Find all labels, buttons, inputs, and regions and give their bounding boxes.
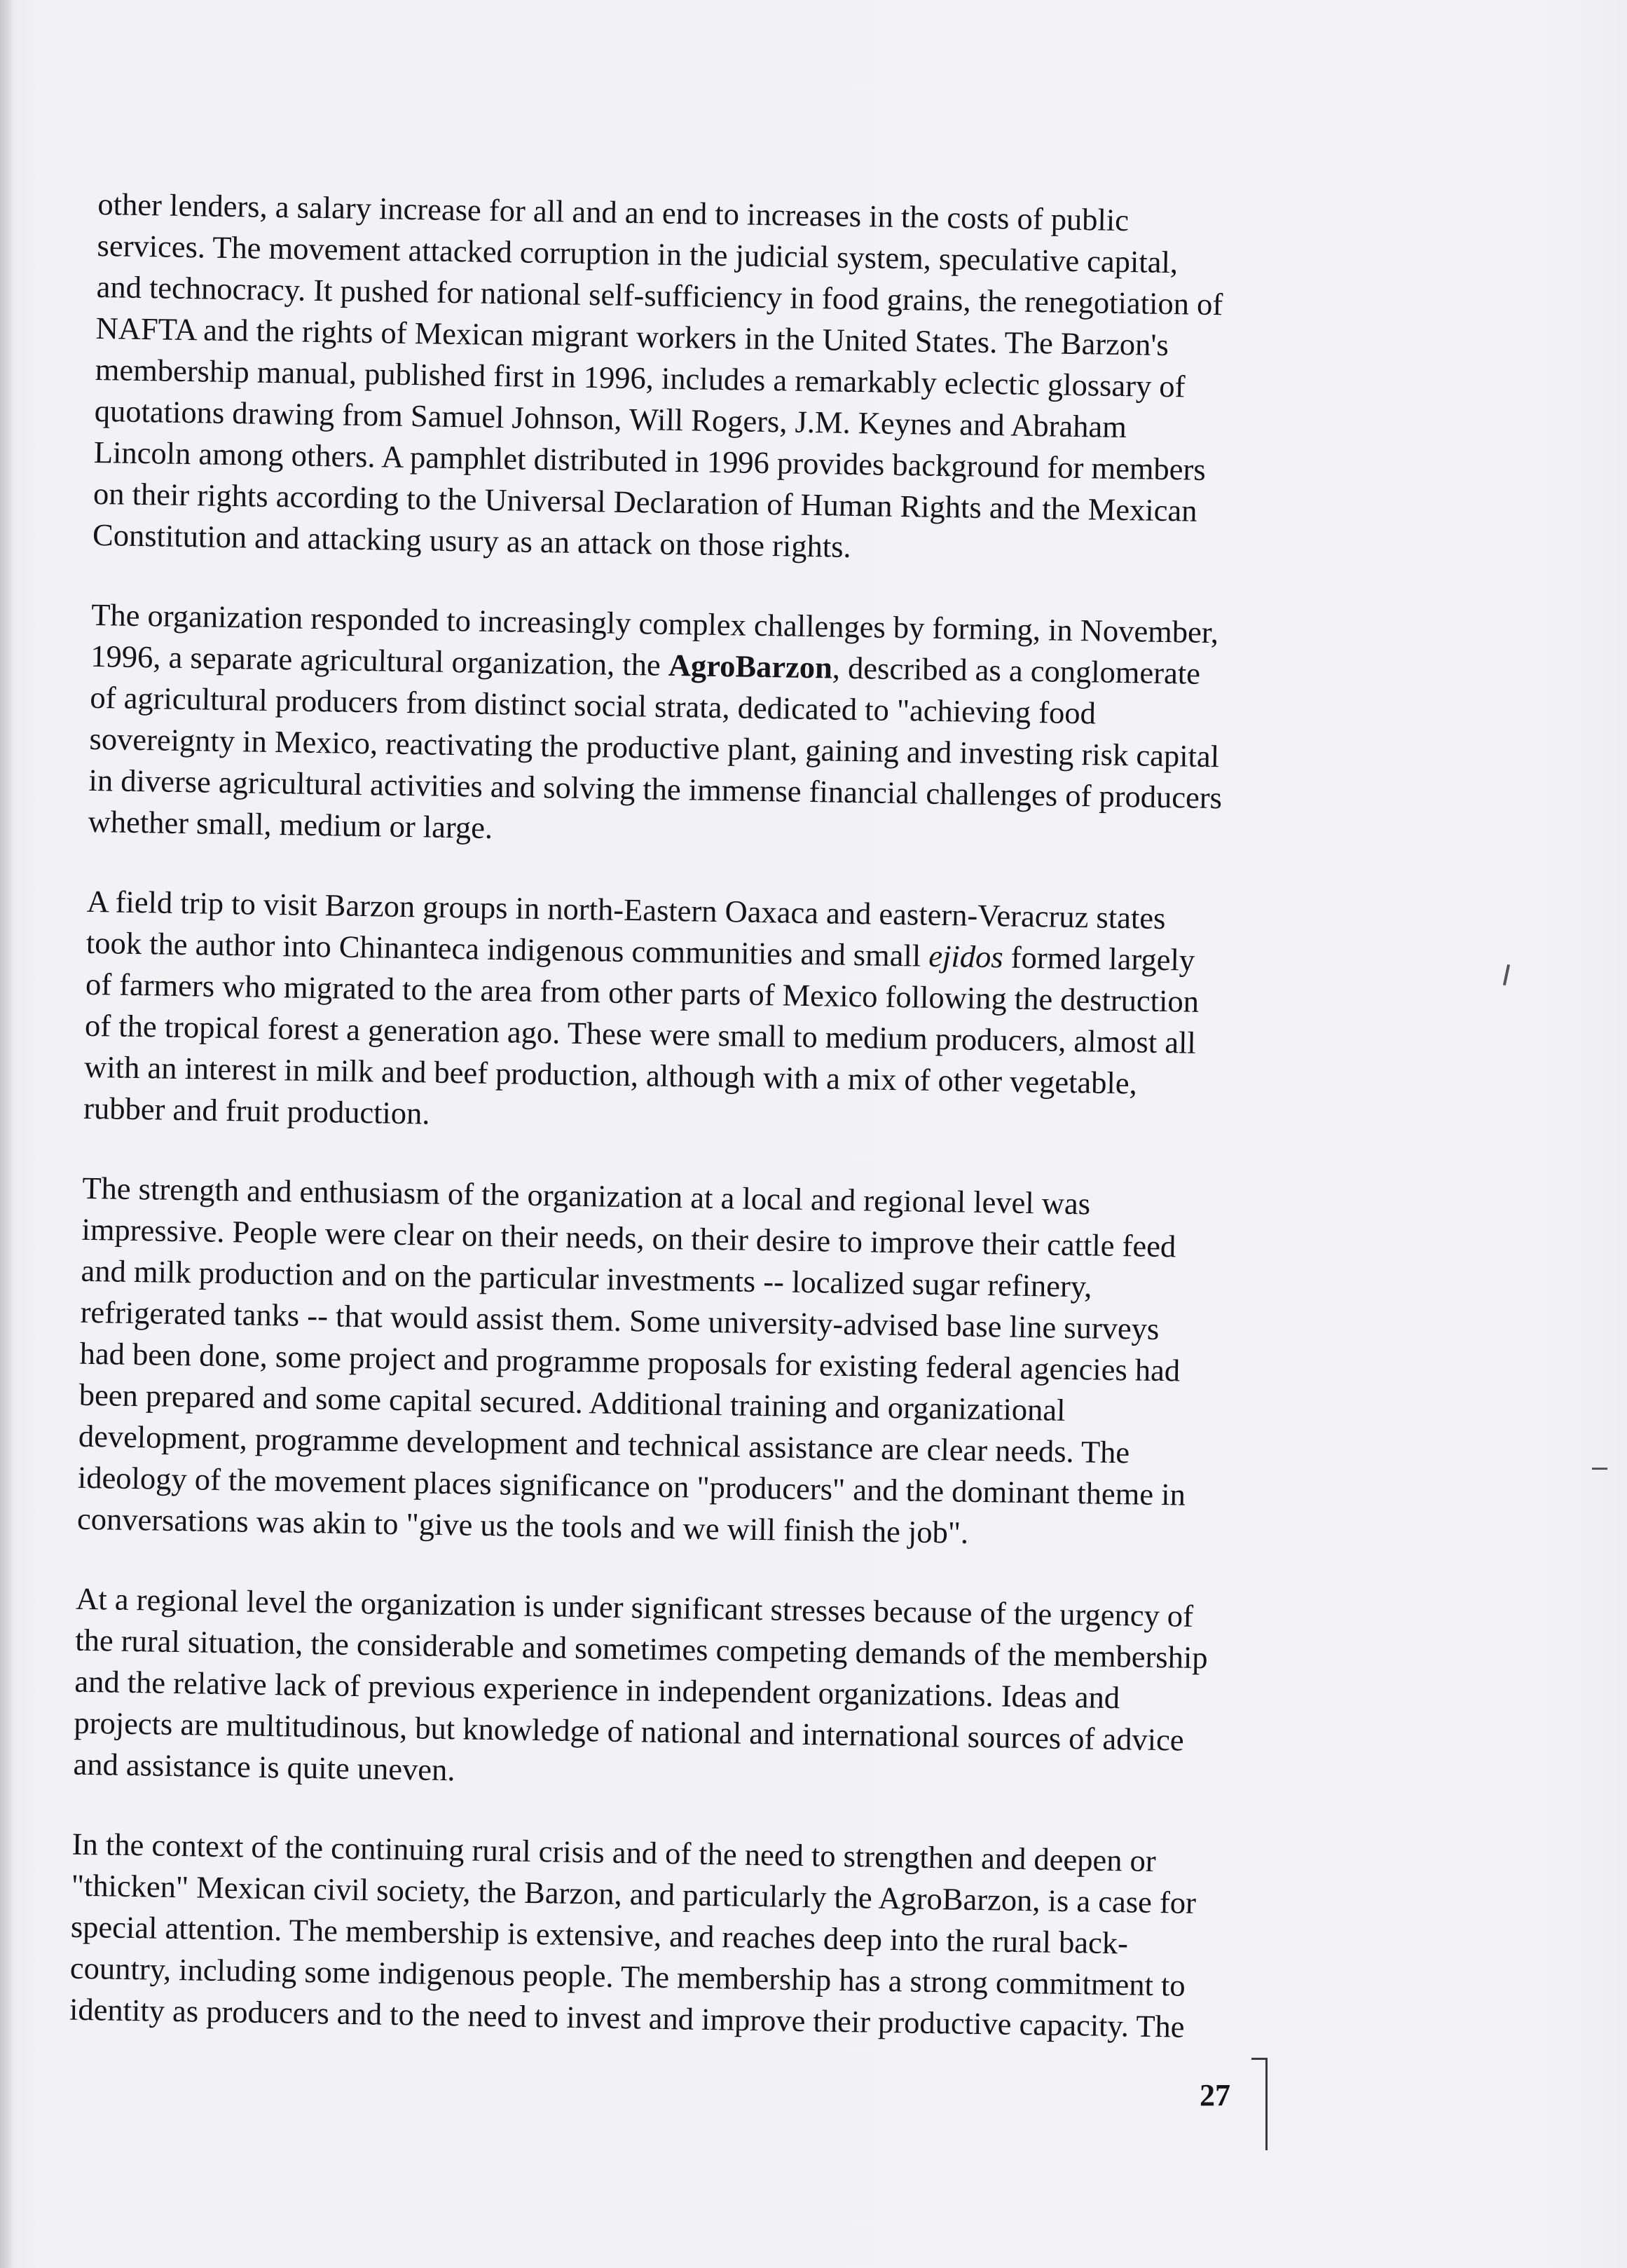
paragraph-2-text-a: The organization responded to increasingly complex challenges by forming, in November, 1996, a separate agricultural organization, the — [90, 596, 1219, 683]
margin-rule-top — [1251, 2058, 1267, 2060]
paragraph-1: other lenders, a salary increase for all and an end to increases in the costs of public services. The movement attacked corruption in the judicial system, speculative capital, and technocracy. It pushed for national self-sufficiency in food grains, the renegotiation of NAFTA and the rights of Mexican migrant workers in the United States. The Barzon's membership manual, published first in 1996, includes a remarkably eclectic glossary of quotations drawing from Samuel Johnson, Will Rogers, J.M. Keynes and Abraham Lincoln among others. A pamphlet distributed in 1996 provides background for members on their rights according to the Universal Declaration of Human Rights and the Mexican Constitution and attacking usury as an attack on those rights. — [92, 186, 1223, 564]
paragraph-5: At a regional level the organization is under significant stresses because of the urgency of the rural situation, the considerable and sometimes competing demands of the membership and the relative lack of previous experience in independent organizations. Ideas and projects are multitudinous, but knowledge of national and international sources of advice and assistance is quite uneven. — [73, 1580, 1208, 1788]
page-number: 27 — [1200, 2078, 1230, 2112]
agrobarzon-term: AgroBarzon — [668, 647, 833, 685]
paragraph-3 — [83, 881, 1390, 1149]
paragraph-3-text-b: formed largely of farmers who migrated to the area from other parts of Mexico following the destruction of the tropical forest a generation ago. These were small to medium producers, almost all with an interest in milk and beef production, although with a mix of other vegetable, rubber and fruit production. — [83, 939, 1200, 1131]
paragraph-4: The strength and enthusiasm of the organization at a local and regional level was impressive. People were clear on their needs, on their desire to improve their cattle feed and milk production and on the particular investments -- localized sugar refinery, refrigerated tanks -- that would assist them. Some university-advised base line surveys had been done, some project and programme proposals for existing federal agencies had been prepared and some capital secured. Additional training and organizational development, programme development and technical assistance are clear needs. The ideology of the movement places significance on "producers" and the dominant theme in conversations was akin to "give us the tools and we will finish the job". — [76, 1170, 1186, 1550]
paragraph-6: In the context of the continuing rural crisis and of the need to strengthen and deepen or "thicken" Mexican civil society, the Barzon, and particularly the AgroBarzon, is a case for special attention. The membership is extensive, and reaches deep into the rural back- country, including some indigenous people. The membership has a strong commitment to identity as producers and to the need to invest and improve their productive capacity. The — [69, 1826, 1197, 2044]
body-text — [69, 184, 1401, 2089]
margin-rule — [1265, 2058, 1268, 2150]
margin-tick-mark — [1503, 964, 1510, 985]
ejidos-term: ejidos — [928, 938, 1004, 975]
paragraph-3-text-a: A field trip to visit Barzon groups in north-Eastern Oaxaca and eastern-Veracruz states took the author into Chinanteca indigenous communities and small — [85, 883, 1166, 974]
margin-dash-mark — [1592, 1468, 1607, 1470]
paragraph-2 — [88, 594, 1394, 863]
paragraph-2-text-b: , described as a conglomerate of agricultural producers from distinct social strata, dedicated to "achieving food sovereignty in Mexico, reactivating the productive plant, gaining and investing risk capital in diverse agricultural activities and solving the immense financial challenges of producers whether small, medium or large. — [88, 650, 1223, 845]
page-gutter-shadow — [0, 0, 13, 2268]
